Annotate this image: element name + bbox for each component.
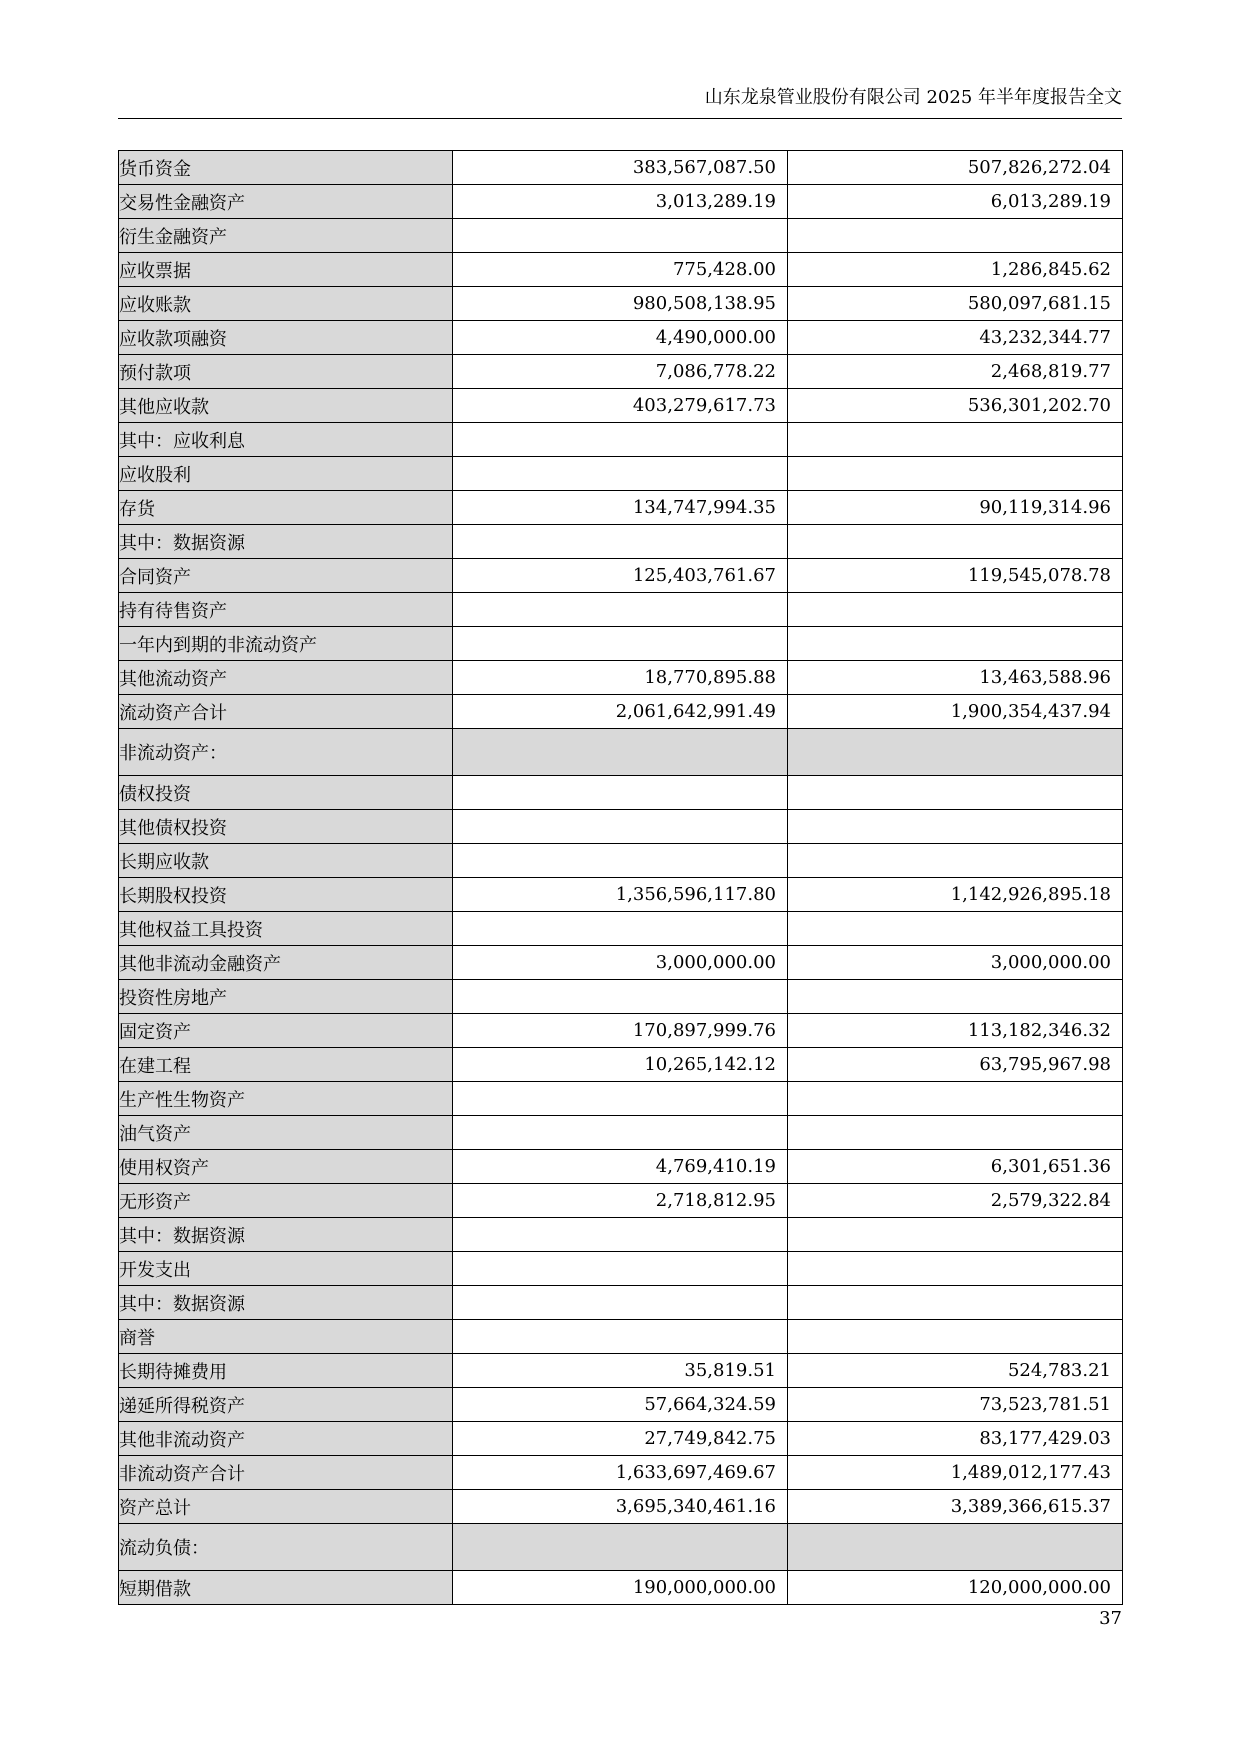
prior-period-value: 43,232,344.77 [788, 321, 1123, 355]
balance-sheet-body [119, 151, 1123, 1605]
row-label: 使用权资产 [119, 1150, 453, 1184]
table-row [119, 1218, 1123, 1252]
table-row [119, 1082, 1123, 1116]
table-row [119, 491, 1123, 525]
prior-period-value: 580,097,681.15 [788, 287, 1123, 321]
prior-period-value [788, 1252, 1123, 1286]
prior-period-value [788, 219, 1123, 253]
current-period-value: 3,000,000.00 [453, 946, 788, 980]
current-period-value [453, 525, 788, 559]
prior-period-value: 1,900,354,437.94 [788, 695, 1123, 729]
current-period-value [453, 1320, 788, 1354]
row-label: 长期应收款 [119, 844, 453, 878]
current-period-value [453, 593, 788, 627]
prior-period-value [788, 1524, 1123, 1571]
row-label: 存货 [119, 491, 453, 525]
current-period-value [453, 1524, 788, 1571]
prior-period-value: 507,826,272.04 [788, 151, 1123, 185]
row-label: 固定资产 [119, 1014, 453, 1048]
prior-period-value: 120,000,000.00 [788, 1571, 1123, 1605]
prior-period-value [788, 729, 1123, 776]
row-label: 应收票据 [119, 253, 453, 287]
row-label: 流动负债： [119, 1524, 453, 1571]
table-row [119, 525, 1123, 559]
row-label: 长期股权投资 [119, 878, 453, 912]
prior-period-value [788, 457, 1123, 491]
current-period-value [453, 810, 788, 844]
row-label: 商誉 [119, 1320, 453, 1354]
row-label: 资产总计 [119, 1490, 453, 1524]
current-period-value: 2,718,812.95 [453, 1184, 788, 1218]
row-label: 其他流动资产 [119, 661, 453, 695]
current-period-value [453, 1218, 788, 1252]
prior-period-value [788, 627, 1123, 661]
prior-period-value: 83,177,429.03 [788, 1422, 1123, 1456]
prior-period-value [788, 776, 1123, 810]
prior-period-value: 3,000,000.00 [788, 946, 1123, 980]
current-period-value [453, 980, 788, 1014]
prior-period-value: 90,119,314.96 [788, 491, 1123, 525]
prior-period-value: 536,301,202.70 [788, 389, 1123, 423]
current-period-value: 7,086,778.22 [453, 355, 788, 389]
row-label: 其他非流动资产 [119, 1422, 453, 1456]
row-label: 应收股利 [119, 457, 453, 491]
table-row [119, 810, 1123, 844]
table-row [119, 559, 1123, 593]
current-period-value [453, 423, 788, 457]
row-label: 流动资产合计 [119, 695, 453, 729]
prior-period-value [788, 810, 1123, 844]
section-header-row [119, 729, 1123, 776]
prior-period-value: 2,468,819.77 [788, 355, 1123, 389]
current-period-value [453, 457, 788, 491]
table-row [119, 844, 1123, 878]
row-label: 应收账款 [119, 287, 453, 321]
current-period-value [453, 912, 788, 946]
table-row [119, 423, 1123, 457]
prior-period-value: 119,545,078.78 [788, 559, 1123, 593]
current-period-value: 18,770,895.88 [453, 661, 788, 695]
table-row [119, 457, 1123, 491]
row-label: 生产性生物资产 [119, 1082, 453, 1116]
row-label: 持有待售资产 [119, 593, 453, 627]
row-label: 其他权益工具投资 [119, 912, 453, 946]
table-row [119, 1388, 1123, 1422]
table-row [119, 980, 1123, 1014]
table-row [119, 1150, 1123, 1184]
current-period-value: 775,428.00 [453, 253, 788, 287]
row-label: 在建工程 [119, 1048, 453, 1082]
current-period-value: 1,633,697,469.67 [453, 1456, 788, 1490]
current-period-value: 4,490,000.00 [453, 321, 788, 355]
current-period-value [453, 627, 788, 661]
prior-period-value [788, 912, 1123, 946]
current-period-value: 403,279,617.73 [453, 389, 788, 423]
current-period-value: 125,403,761.67 [453, 559, 788, 593]
table-row [119, 321, 1123, 355]
current-period-value: 35,819.51 [453, 1354, 788, 1388]
current-period-value: 134,747,994.35 [453, 491, 788, 525]
table-row [119, 1184, 1123, 1218]
prior-period-value: 3,389,366,615.37 [788, 1490, 1123, 1524]
table-row [119, 185, 1123, 219]
current-period-value: 2,061,642,991.49 [453, 695, 788, 729]
table-row [119, 1048, 1123, 1082]
prior-period-value: 1,489,012,177.43 [788, 1456, 1123, 1490]
prior-period-value [788, 423, 1123, 457]
current-period-value [453, 1116, 788, 1150]
table-row [119, 1116, 1123, 1150]
current-period-value: 190,000,000.00 [453, 1571, 788, 1605]
current-period-value: 57,664,324.59 [453, 1388, 788, 1422]
prior-period-value: 6,013,289.19 [788, 185, 1123, 219]
current-period-value [453, 219, 788, 253]
table-row [119, 253, 1123, 287]
current-period-value [453, 844, 788, 878]
current-period-value [453, 1082, 788, 1116]
table-row [119, 151, 1123, 185]
row-label: 预付款项 [119, 355, 453, 389]
row-label: 一年内到期的非流动资产 [119, 627, 453, 661]
table-row [119, 912, 1123, 946]
table-row [119, 776, 1123, 810]
row-label: 交易性金融资产 [119, 185, 453, 219]
row-label: 衍生金融资产 [119, 219, 453, 253]
row-label: 无形资产 [119, 1184, 453, 1218]
table-row [119, 1456, 1123, 1490]
table-row [119, 1320, 1123, 1354]
report-header-title: 山东龙泉管业股份有限公司 2025 年半年度报告全文 [704, 87, 1122, 108]
prior-period-value [788, 1116, 1123, 1150]
row-label: 货币资金 [119, 151, 453, 185]
table-row [119, 661, 1123, 695]
page-number: 37 [1099, 1608, 1122, 1629]
section-header-row [119, 1524, 1123, 1571]
prior-period-value [788, 980, 1123, 1014]
prior-period-value [788, 844, 1123, 878]
table-row [119, 695, 1123, 729]
current-period-value: 4,769,410.19 [453, 1150, 788, 1184]
row-label: 投资性房地产 [119, 980, 453, 1014]
row-label: 债权投资 [119, 776, 453, 810]
prior-period-value [788, 593, 1123, 627]
table-row [119, 1354, 1123, 1388]
row-label: 长期待摊费用 [119, 1354, 453, 1388]
row-label: 其中：数据资源 [119, 525, 453, 559]
row-label: 短期借款 [119, 1571, 453, 1605]
row-label: 开发支出 [119, 1252, 453, 1286]
row-label: 应收款项融资 [119, 321, 453, 355]
current-period-value: 170,897,999.76 [453, 1014, 788, 1048]
prior-period-value: 6,301,651.36 [788, 1150, 1123, 1184]
table-row [119, 355, 1123, 389]
prior-period-value: 63,795,967.98 [788, 1048, 1123, 1082]
prior-period-value [788, 1082, 1123, 1116]
table-row [119, 1422, 1123, 1456]
prior-period-value: 524,783.21 [788, 1354, 1123, 1388]
current-period-value: 980,508,138.95 [453, 287, 788, 321]
table-row [119, 593, 1123, 627]
header-divider [118, 118, 1122, 119]
table-row [119, 1014, 1123, 1048]
row-label: 合同资产 [119, 559, 453, 593]
table-row [119, 878, 1123, 912]
current-period-value: 3,695,340,461.16 [453, 1490, 788, 1524]
current-period-value: 383,567,087.50 [453, 151, 788, 185]
prior-period-value: 113,182,346.32 [788, 1014, 1123, 1048]
current-period-value [453, 729, 788, 776]
table-row [119, 627, 1123, 661]
current-period-value: 10,265,142.12 [453, 1048, 788, 1082]
row-label: 其中：应收利息 [119, 423, 453, 457]
prior-period-value: 73,523,781.51 [788, 1388, 1123, 1422]
current-period-value [453, 776, 788, 810]
table-row [119, 219, 1123, 253]
prior-period-value: 1,286,845.62 [788, 253, 1123, 287]
row-label: 其中：数据资源 [119, 1286, 453, 1320]
table-row [119, 1252, 1123, 1286]
current-period-value: 3,013,289.19 [453, 185, 788, 219]
prior-period-value: 2,579,322.84 [788, 1184, 1123, 1218]
table-row [119, 1490, 1123, 1524]
current-period-value [453, 1286, 788, 1320]
row-label: 其他债权投资 [119, 810, 453, 844]
prior-period-value: 13,463,588.96 [788, 661, 1123, 695]
table-row [119, 946, 1123, 980]
row-label: 其中：数据资源 [119, 1218, 453, 1252]
table-row [119, 389, 1123, 423]
prior-period-value [788, 1218, 1123, 1252]
current-period-value: 1,356,596,117.80 [453, 878, 788, 912]
row-label: 油气资产 [119, 1116, 453, 1150]
row-label: 递延所得税资产 [119, 1388, 453, 1422]
row-label: 其他非流动金融资产 [119, 946, 453, 980]
row-label: 非流动资产： [119, 729, 453, 776]
table-row [119, 1571, 1123, 1605]
current-period-value: 27,749,842.75 [453, 1422, 788, 1456]
prior-period-value: 1,142,926,895.18 [788, 878, 1123, 912]
table-row [119, 1286, 1123, 1320]
current-period-value [453, 1252, 788, 1286]
balance-sheet-table [118, 150, 1123, 1605]
prior-period-value [788, 1320, 1123, 1354]
prior-period-value [788, 1286, 1123, 1320]
table-row [119, 287, 1123, 321]
prior-period-value [788, 525, 1123, 559]
row-label: 非流动资产合计 [119, 1456, 453, 1490]
row-label: 其他应收款 [119, 389, 453, 423]
